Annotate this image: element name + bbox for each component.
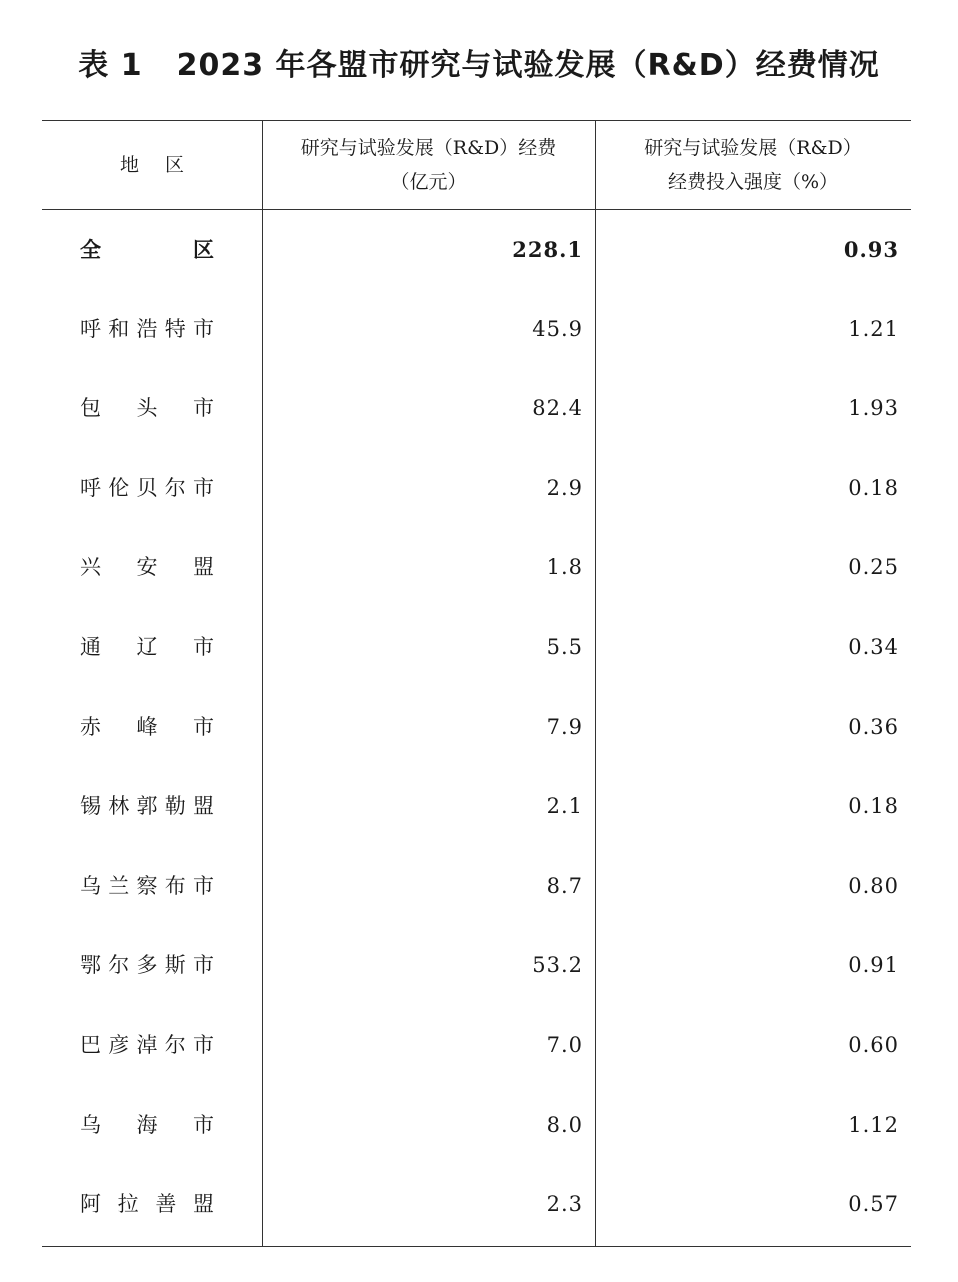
table-row	[42, 608, 911, 688]
expenditure-value: 82.4	[532, 396, 583, 421]
expenditure-value: 1.8	[546, 555, 583, 580]
table-body	[42, 210, 911, 1245]
intensity-value: 0.36	[848, 714, 899, 739]
header-expenditure	[262, 121, 595, 209]
intensity-value: 0.91	[848, 953, 899, 978]
region-name: 巴 彦 淖 尔 市	[80, 1032, 214, 1057]
intensity-value: 1.93	[848, 396, 899, 421]
table-title	[0, 40, 958, 84]
region-name: 锡 林 郭 勒 盟	[80, 794, 214, 819]
header-expenditure-line2: （亿元）	[390, 171, 467, 193]
expenditure-value: 5.5	[546, 634, 583, 659]
expenditure-value: 7.0	[546, 1032, 583, 1057]
expenditure-value: 45.9	[532, 316, 583, 341]
region-name: 通 辽 市	[80, 634, 214, 659]
header-intensity	[595, 121, 911, 209]
table-row	[42, 847, 911, 927]
region-name: 呼 伦 贝 尔 市	[80, 475, 214, 500]
intensity-value: 0.80	[848, 873, 899, 898]
table-row	[42, 369, 911, 449]
table-row	[42, 1086, 911, 1166]
expenditure-value: 2.3	[546, 1192, 583, 1217]
rd-expenditure-table	[42, 120, 911, 1247]
table-row	[42, 528, 911, 608]
intensity-value: 1.21	[848, 316, 899, 341]
region-name: 兴 安 盟	[80, 555, 214, 580]
table-row	[42, 926, 911, 1006]
intensity-value: 0.60	[848, 1032, 899, 1057]
table-header	[42, 121, 911, 210]
table-row	[42, 688, 911, 768]
header-intensity-line2: 经费投入强度（%）	[667, 171, 839, 193]
header-region	[42, 121, 262, 209]
intensity-value: 1.12	[848, 1112, 899, 1137]
expenditure-value: 228.1	[512, 237, 583, 262]
table-row-total	[42, 210, 911, 290]
intensity-value: 0.34	[848, 634, 899, 659]
expenditure-value: 7.9	[546, 714, 583, 739]
table-title-text: 2023 年各盟市研究与试验发展（R&D）经费情况	[176, 48, 880, 83]
region-name: 赤 峰 市	[80, 714, 214, 739]
expenditure-value: 8.0	[546, 1112, 583, 1137]
expenditure-value: 53.2	[532, 953, 583, 978]
intensity-value: 0.57	[848, 1192, 899, 1217]
header-region-label: 地区	[119, 154, 210, 176]
expenditure-value: 8.7	[546, 873, 583, 898]
region-name: 乌 兰 察 布 市	[80, 873, 214, 898]
expenditure-value: 2.9	[546, 475, 583, 500]
table-row	[42, 449, 911, 529]
region-name: 包 头 市	[80, 396, 214, 421]
expenditure-value: 2.1	[546, 794, 583, 819]
table-row	[42, 1006, 911, 1086]
region-name: 乌 海 市	[80, 1112, 214, 1137]
table-row	[42, 1165, 911, 1245]
region-name: 全 区	[80, 237, 214, 262]
header-expenditure-line1: 研究与试验发展（R&D）经费	[300, 137, 557, 159]
region-name: 阿 拉 善 盟	[80, 1192, 214, 1217]
intensity-value: 0.18	[848, 475, 899, 500]
intensity-value: 0.18	[848, 794, 899, 819]
region-name: 鄂 尔 多 斯 市	[80, 953, 214, 978]
intensity-value: 0.25	[848, 555, 899, 580]
header-intensity-line1: 研究与试验发展（R&D）	[644, 137, 862, 159]
table-row	[42, 290, 911, 370]
column-divider	[262, 121, 263, 1246]
intensity-value: 0.93	[843, 237, 899, 262]
column-divider	[595, 121, 596, 1246]
region-name: 呼 和 浩 特 市	[80, 316, 214, 341]
table-row	[42, 767, 911, 847]
table-number: 表 1	[78, 48, 143, 83]
